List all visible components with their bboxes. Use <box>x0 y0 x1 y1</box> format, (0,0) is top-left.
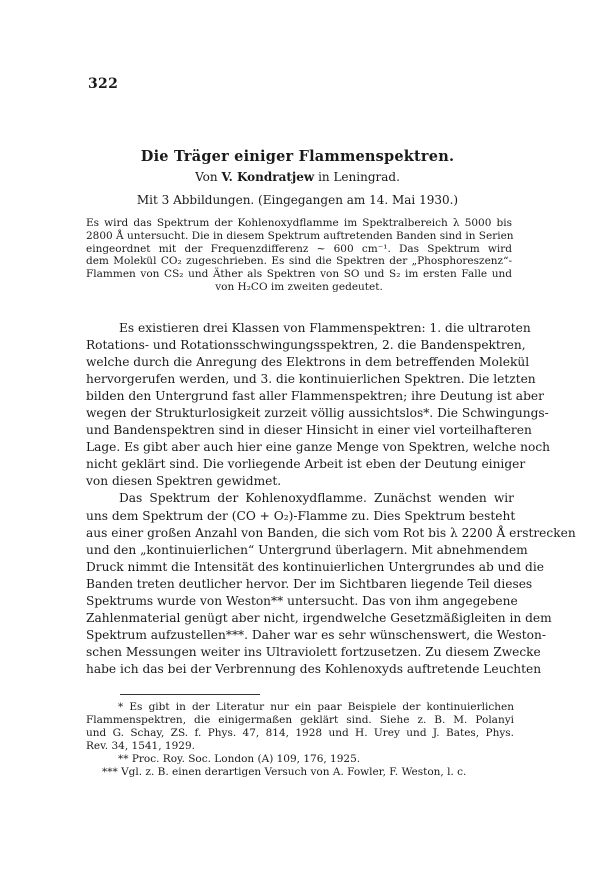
abstract-line: von H₂CO im zweiten gedeutet. <box>215 280 383 293</box>
footnote-line: * Es gibt in der Literatur nur ein paar Beispiele der kontinuierlichen <box>118 701 514 713</box>
body-line: hervorgerufen werden, und 3. die kontinuierlichen Spektren. Die letzten <box>86 372 536 387</box>
author-line <box>0 170 595 184</box>
body-line: nicht geklärt sind. Die vorliegende Arbeit ist eben der Deutung einiger <box>86 457 526 472</box>
body-line: Zahlenmaterial genügt aber nicht, irgendwelche Gesetzmäßigleiten in dem <box>86 610 552 625</box>
article-title: Die Träger einiger Flammenspektren. <box>140 148 455 165</box>
section-lead-line: Das Spektrum der Kohlenoxydflamme. Zunächst wenden wir <box>119 491 514 506</box>
abstract-line: Flammen von CS₂ und Äther als Spektren von SO und S₂ im ersten Falle und <box>86 268 512 281</box>
received-note: Mit 3 Abbildungen. (Eingegangen am 14. Mai 1930.) <box>136 193 459 207</box>
body-line: Banden treten deutlicher hervor. Der im Sichtbaren liegende Teil dieses <box>86 576 533 591</box>
body-line: Spektrum aufzustellen***. Daher war es sehr wünschenswert, die Weston- <box>86 627 546 642</box>
body-line: aus einer großen Anzahl von Banden, die sich vom Rot bis λ 2200 Å erstrecken <box>86 525 576 540</box>
body-line: habe ich das bei der Verbrennung des Kohlenoxyds auftretende Leuchten <box>86 661 542 676</box>
body-line: schen Messungen weiter ins Ultraviolett fortzusetzen. Zu diesem Zwecke <box>86 644 541 659</box>
body-line: uns dem Spektrum der (CO + O₂)-Flamme zu. Dies Spektrum besteht <box>86 508 516 523</box>
body-line: welche durch die Anregung des Elektrons in dem betreffenden Molekül <box>86 355 530 370</box>
footnote-line: *** Vgl. z. B. einen derartigen Versuch von A. Fowler, F. Weston, l. c. <box>102 765 467 778</box>
body-text <box>86 320 576 678</box>
abstract-line: dem Molekül CO₂ zugeschrieben. Es sind die Spektren der „Phosphoreszenz“- <box>86 255 512 268</box>
body-line: und den „kontinuierlichen“ Untergrund überlagern. Mit abnehmendem <box>86 542 528 557</box>
author-prefix: Von <box>195 170 218 184</box>
body-line: Lage. Es gibt aber auch hier eine ganze Menge von Spektren, welche noch <box>86 440 551 455</box>
body-line: wegen der Strukturlosigkeit zurzeit völlig aussichtslos*. Die Schwingungs- <box>86 406 549 421</box>
footnote-line: ** Proc. Roy. Soc. London (A) 109, 176, 1925. <box>118 752 361 765</box>
abstract <box>86 217 512 294</box>
page-number: 322 <box>88 76 119 92</box>
footnote-divider <box>120 694 260 695</box>
abstract-line: 2800 Å untersucht. Die in diesem Spektrum auftretenden Banden sind in Serien <box>86 229 514 242</box>
body-line: Es existieren drei Klassen von Flammenspektren: 1. die ultraroten <box>119 321 531 335</box>
abstract-line: eingeordnet mit der Frequenzdifferenz ∼ 600 cm⁻¹. Das Spektrum wird <box>86 242 512 255</box>
body-line: und Bandenspektren sind in dieser Hinsicht in einer viel vorteilhafteren <box>86 423 532 438</box>
body-line: Spektrums wurde von Weston** untersucht. Das von ihm angegebene <box>86 593 518 608</box>
body-line: Rotations- und Rotationsschwingungsspektren, 2. die Bandenspektren, <box>86 338 526 353</box>
author-affiliation: in Leningrad. <box>318 170 400 184</box>
body-line: Druck nimmt die Intensität des kontinuierlichen Untergrundes ab und die <box>86 559 544 574</box>
abstract-line: Es wird das Spektrum der Kohlenoxydflamme im Spektralbereich λ 5000 bis <box>86 217 512 229</box>
footnotes <box>86 701 514 778</box>
footnote-line: Flammenspektren, die einigermaßen geklärt sind. Siehe z. B. M. Polanyi <box>86 713 514 726</box>
body-line: von diesen Spektren gewidmet. <box>86 474 282 489</box>
body-line: bilden den Untergrund fast aller Flammenspektren; ihre Deutung ist aber <box>86 389 544 404</box>
footnote-line: Rev. 34, 1541, 1929. <box>86 739 195 752</box>
author-name: V. Kondratjew <box>221 170 315 184</box>
footnote-line: und G. Schay, ZS. f. Phys. 47, 814, 1928 und H. Urey und J. Bates, Phys. <box>86 726 514 739</box>
